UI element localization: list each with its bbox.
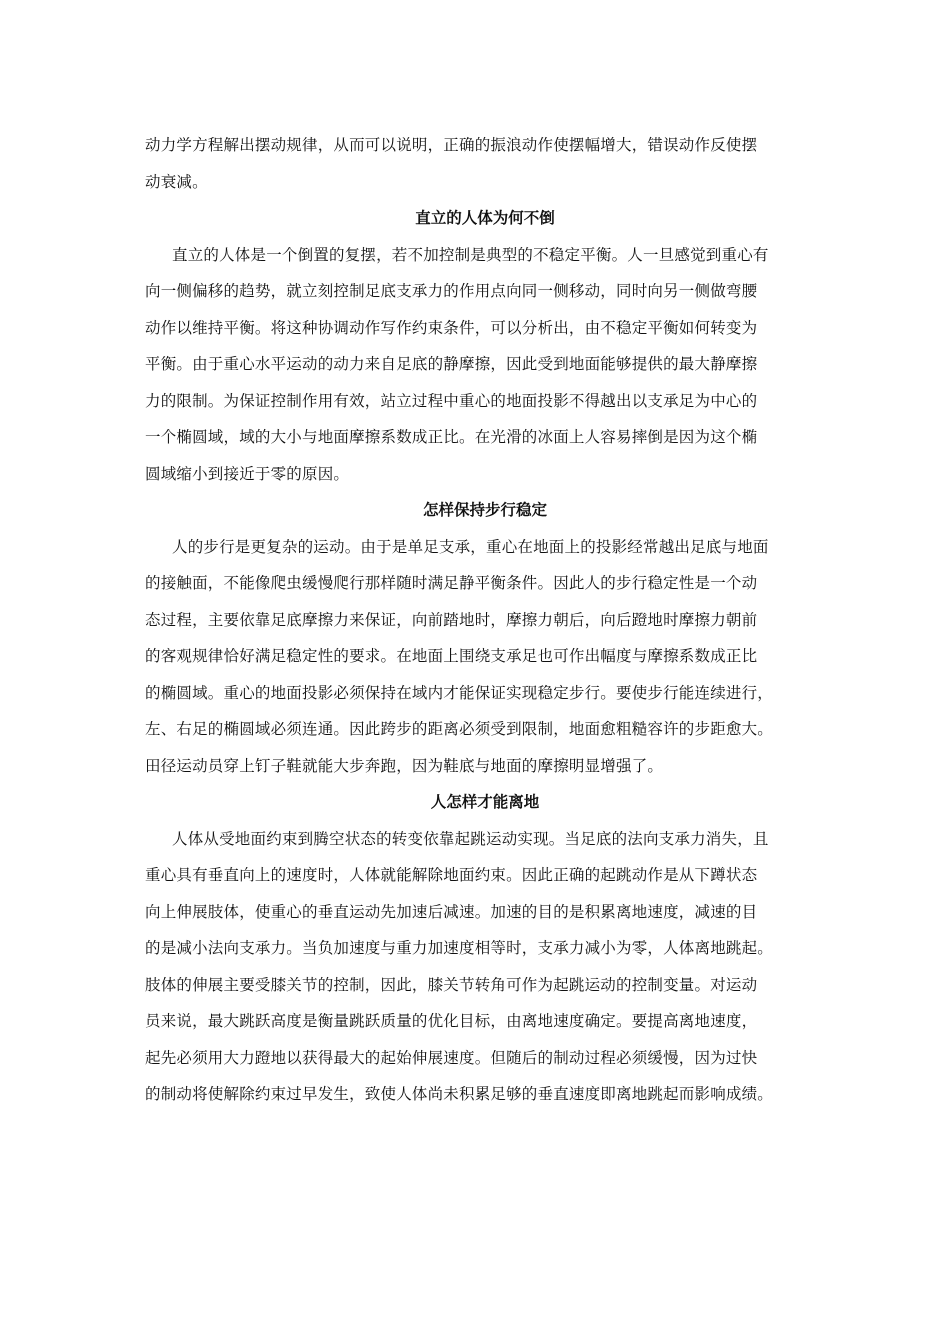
text-line: 人体从受地面约束到腾空状态的转变依靠起跳运动实现。当足底的法向支承力消失，且 (172, 829, 769, 848)
section-takeoff (145, 784, 825, 1113)
text-line: 动衰减。 (145, 172, 208, 191)
section-heading: 怎样保持步行稳定 (422, 500, 547, 519)
text-line: 左、右足的椭圆域必须连通。因此跨步的距离必须受到限制，地面愈粗糙容许的步距愈大。 (145, 720, 774, 738)
text-line: 平衡。由于重心水平运动的动力来自足底的静摩擦，因此受到地面能够提供的最大静摩擦 (145, 355, 758, 373)
text-line: 圆域缩小到接近于零的原因。 (145, 464, 350, 483)
section-walking-stability (145, 492, 825, 784)
text-line: 的是减小法向支承力。当负加速度与重力加速度相等时，支承力减小为零，人体离地跳起。 (145, 939, 774, 957)
text-line: 直立的人体是一个倒置的复摆，若不加控制是典型的不稳定平衡。人一旦感觉到重心有 (172, 245, 769, 264)
section-heading: 人怎样才能离地 (430, 792, 540, 811)
text-line: 一个椭圆域，域的大小与地面摩擦系数成正比。在光滑的冰面上人容易摔倒是因为这个椭 (145, 428, 758, 446)
text-line: 动力学方程解出摆动规律，从而可以说明，正确的振浪动作使摆幅增大，错误动作反使摆 (145, 136, 758, 154)
text-line: 的椭圆域。重心的地面投影必须保持在域内才能保证实现稳定步行。要使步行能连续进行， (145, 683, 774, 702)
text-line: 肢体的伸展主要受膝关节的控制，因此，膝关节转角可作为起跳运动的控制变量。对运动 (145, 975, 758, 994)
section-upright-balance (145, 200, 825, 492)
text-line: 重心具有垂直向上的速度时，人体就能解除地面约束。因此正确的起跳动作是从下蹲状态 (145, 866, 758, 884)
document-page (145, 127, 825, 1113)
text-line: 人的步行是更复杂的运动。由于是单足支承，重心在地面上的投影经常越出足底与地面 (172, 537, 769, 556)
text-line: 的客观规律恰好满足稳定性的要求。在地面上围绕支承足也可作出幅度与摩擦系数成正比 (145, 647, 758, 665)
text-line: 向一侧偏移的趋势，就立刻控制足底支承力的作用点向同一侧移动，同时向另一侧做弯腰 (145, 282, 758, 300)
text-line: 的制动将使解除约束过早发生，致使人体尚未积累足够的垂直速度即离地跳起而影响成绩。 (145, 1085, 774, 1103)
text-line: 田径运动员穿上钉子鞋就能大步奔跑，因为鞋底与地面的摩擦明显增强了。 (145, 756, 664, 775)
section-heading: 直立的人体为何不倒 (415, 208, 555, 227)
text-line: 力的限制。为保证控制作用有效，站立过程中重心的地面投影不得越出以支承足为中心的 (145, 391, 758, 410)
text-line: 态过程，主要依靠足底摩擦力来保证，向前踏地时，摩擦力朝后，向后蹬地时摩擦力朝前 (145, 610, 758, 629)
intro-paragraph (145, 127, 825, 200)
text-line: 的接触面，不能像爬虫缓慢爬行那样随时满足静平衡条件。因此人的步行稳定性是一个动 (145, 574, 758, 592)
text-line: 起先必须用大力蹬地以获得最大的起始伸展速度。但随后的制动过程必须缓慢，因为过快 (145, 1048, 758, 1067)
text-line: 向上伸展肢体，使重心的垂直运动先加速后减速。加速的目的是积累离地速度，减速的目 (145, 902, 758, 921)
text-line: 动作以维持平衡。将这种协调动作写作约束条件，可以分析出，由不稳定平衡如何转变为 (145, 318, 758, 337)
text-line: 员来说，最大跳跃高度是衡量跳跃质量的优化目标，由离地速度确定。要提高离地速度， (145, 1012, 758, 1030)
